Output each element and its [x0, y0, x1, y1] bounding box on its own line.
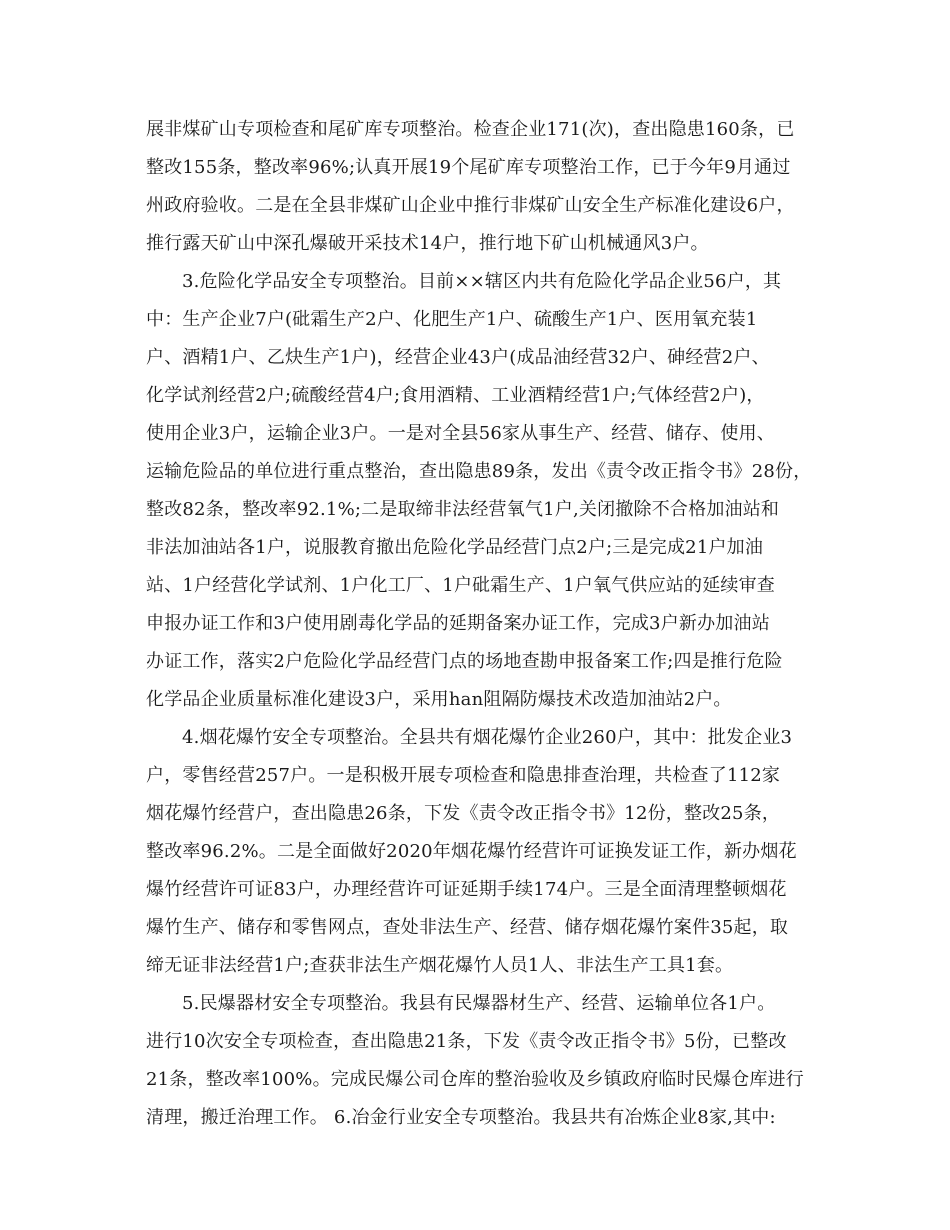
text-line: 缔无证非法经营1户;查获非法生产烟花爆竹人员1人、非法生产工具1套。 [146, 955, 734, 976]
text-line: 户、酒精1户、乙炔生产1户)，经营企业43户(成品油经营32户、砷经营2户、 [146, 347, 770, 368]
text-line: 户，零售经营257户。一是积极开展专项检查和隐患排查治理，共检查了112家 [146, 765, 781, 786]
text-line: 整改率96.2%。二是全面做好2020年烟花爆竹经营许可证换发证工作，新办烟花 [146, 841, 797, 862]
text-line: 清理，搬迁治理工作。 6.冶金行业安全专项整治。我县共有冶炼企业8家,其中: [146, 1107, 776, 1128]
text-line: 化学品企业质量标准化建设3户，采用han阻隔防爆技术改造加油站2户。 [146, 689, 732, 710]
text-line: 烟花爆竹经营户，查出隐患26条，下发《责令改正指令书》12份，整改25条， [146, 803, 781, 824]
text-line: 进行10次安全专项检查，查出隐患21条，下发《责令改正指令书》5份，已整改 [146, 1031, 787, 1052]
text-line: 4.烟花爆竹安全专项整治。全县共有烟花爆竹企业260户，其中：批发企业3 [182, 727, 793, 748]
text-line: 运输危险品的单位进行重点整治，查出隐患89条，发出《责令改正指令书》28份， [146, 461, 812, 482]
text-line: 办证工作，落实2户危险化学品经营门点的场地查勘申报备案工作;四是推行危险 [146, 651, 783, 672]
text-line: 站、1户经营化学试剂、1户化工厂、1户砒霜生产、1户氧气供应站的延续审查 [146, 575, 776, 596]
text-line: 爆竹生产、储存和零售网点，查处非法生产、经营、储存烟花爆竹案件35起，取 [146, 917, 789, 938]
text-line: 非法加油站各1户，说服教育撤出危险化学品经营门点2户;三是完成21户加油 [146, 537, 764, 558]
text-line: 化学试剂经营2户;硫酸经营4户;食用酒精、工业酒精经营1户;气体经营2户)， [146, 385, 765, 406]
text-line: 推行露天矿山中深孔爆破开采技术14户，推行地下矿山机械通风3户。 [146, 233, 709, 254]
text-line: 爆竹经营许可证83户，办理经营许可证延期手续174户。三是全面清理整顿烟花 [146, 879, 787, 900]
text-line: 5.民爆器材安全专项整治。我县有民爆器材生产、经营、运输单位各1户。 [182, 993, 776, 1014]
text-line: 展非煤矿山专项检查和尾矿库专项整治。检查企业171(次)，查出隐患160条，已 [146, 119, 795, 140]
text-line: 申报办证工作和3户使用剧毒化学品的延期备案办证工作，完成3户新办加油站 [146, 613, 770, 634]
text-line: 3.危险化学品安全专项整治。目前××辖区内共有危险化学品企业56户，其 [182, 271, 782, 292]
text-line: 州政府验收。二是在全县非煤矿山企业中推行非煤矿山安全生产标准化建设6户， [146, 195, 795, 216]
text-line: 整改155条，整改率96%;认真开展19个尾矿库专项整治工作，已于今年9月通过 [146, 157, 791, 178]
text-line: 中：生产企业7户(砒霜生产2户、化肥生产1户、硫酸生产1户、医用氧充装1 [146, 309, 758, 330]
text-line: 21条，整改率100%。完成民爆公司仓库的整治验收及乡镇政府临时民爆仓库进行 [146, 1069, 804, 1090]
text-line: 使用企业3户，运输企业3户。一是对全县56家从事生产、经营、储存、使用、 [146, 423, 776, 444]
text-line: 整改82条，整改率92.1%;二是取缔非法经营氧气1户,关闭撤除不合格加油站和 [146, 499, 780, 520]
